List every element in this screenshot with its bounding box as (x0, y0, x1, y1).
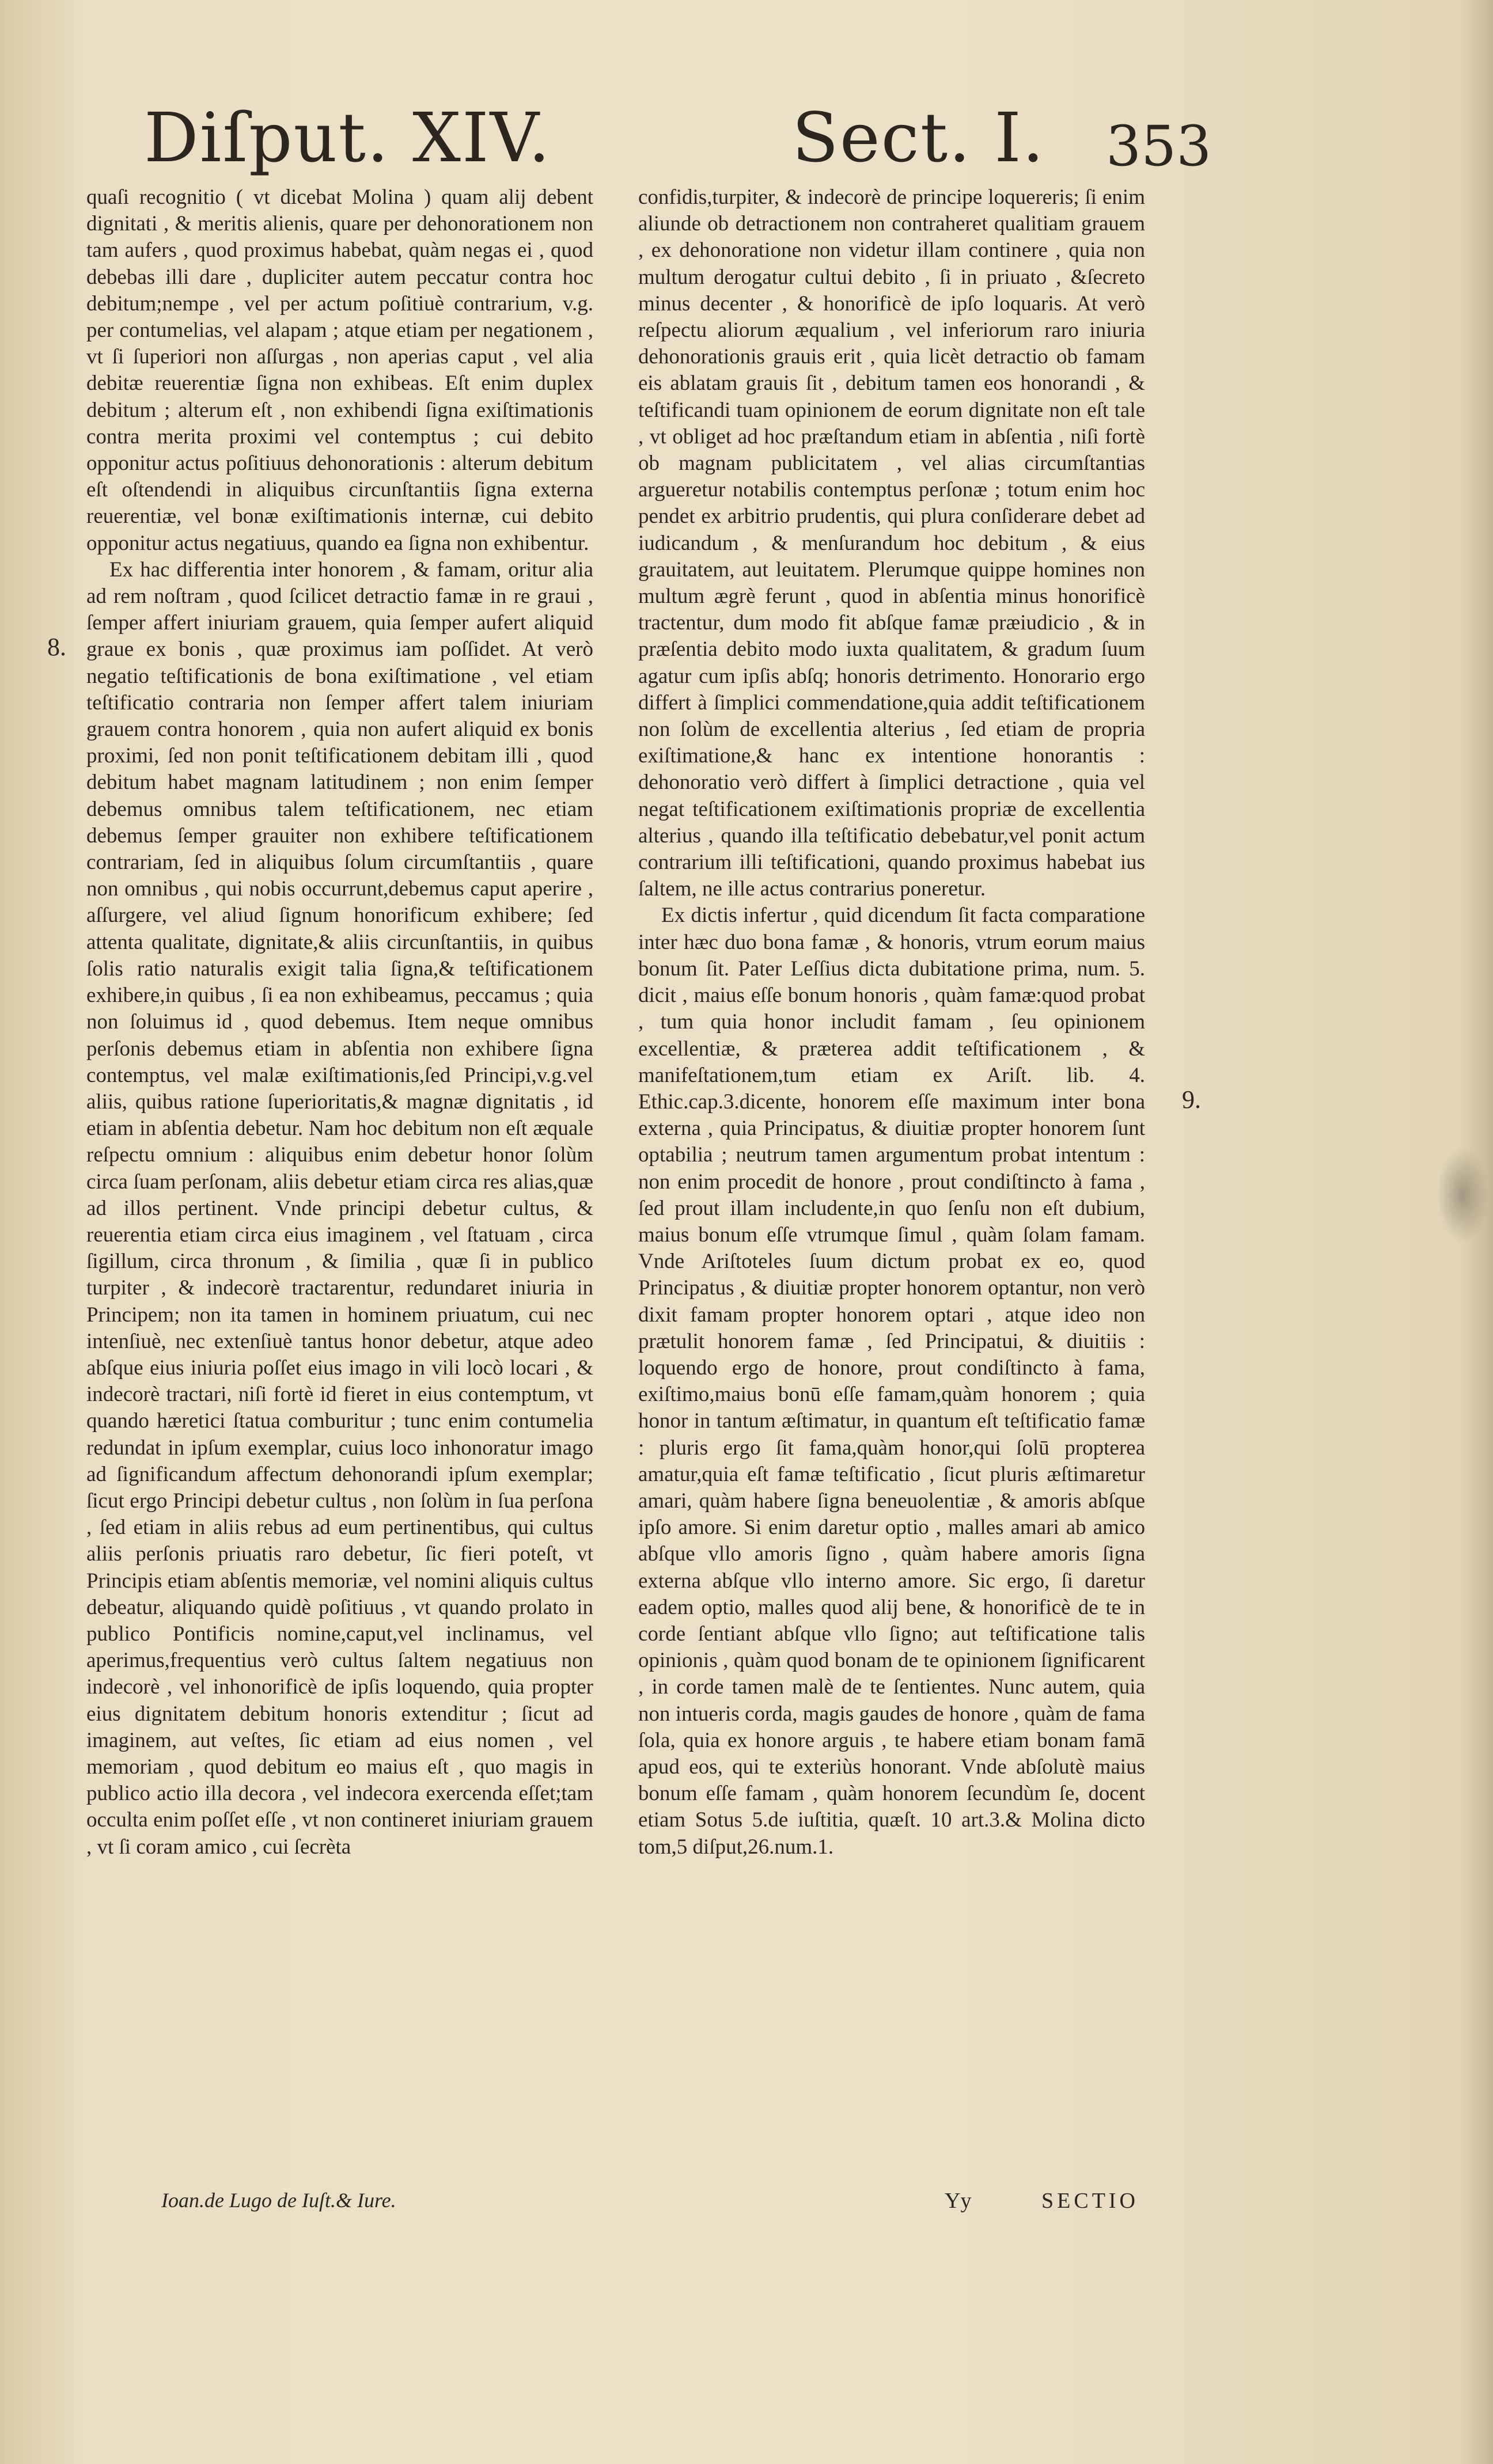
left-column (86, 184, 593, 1861)
author-signature: Ioan.de Lugo de Iuſt.& Iure. (161, 2189, 396, 2212)
right-paragraph-2: Ex dictis infertur , quid dicendum ſit facta comparatione inter hæc duo bona famæ , & honoris, vtrum eorum maius bonum ſit. Pater Leſſius dicta dubitatione prima, num. 5. dicit , maius eſſe bonum honoris , quàm famæ:quod probat , tum quia honor includit famam , ſeu opinionem excellentiæ, & præterea addit teſtificationem , & manifeſtationem,tum etiam ex Ariſt. lib. 4. Ethic.cap.3.dicente, honorem eſſe maximum inter bona externa , quia Principatus, & diuitiæ propter honorem ſunt optabilia ; neutrum tamen argumentum probat intentum : non enim procedit de honore , prout condiſtincto à fama , ſed prout illam includente,in quo ſenſu non eſt dubium, maius bonum eſſe vtrumque ſimul , quàm ſolam famam. Vnde Ariſtoteles ſuum dictum probat ex eo, quod Principatus , & diuitiæ propter honorem optantur, non verò dixit famam propter honorem optari , atque ideo non prætulit honorem famæ , ſed Principatui, & diuitiis : loquendo ergo de honore, prout condiſtincto à fama, exiſtimo,maius bonū eſſe famam,quàm honorem ; quia honor in tantum æſtimatur, in quantum eſt teſtificatio famæ : pluris ergo ſit fama,quàm honor,qui ſolū propterea amatur,quia eſt famæ teſtificatio , ſicut pluris æſtimaretur amari, quàm habere ſigna beneuolentiæ , & amoris abſque ipſo amore. Si enim daretur optio , malles amari ab amico abſque vllo amoris ſigno , quàm habere amoris ſigna externa abſque vllo interno amore. Sic ergo, ſi daretur eadem optio, malles quod alij bene, & honorificè de te in corde ſentiant abſque vllo ſigno; aut teſtificatione talis opinionis , quàm quod bonam de te opinionem ſignificarent , in corde tamen malè de te ſentientes. Nunc autem, quia non intueris corda, magis gaudes de honore , quàm de fama ſola, quia ex honore arguis , te habere etiam bonam famā apud eos, qui te exteriùs honorant. Vnde abſolutè maius bonum eſſe famam , quàm honorem ſecundùm ſe, docent etiam Sotus 5.de iuſtitia, quæſt. 10 art.3.& Molina dicto tom,5 diſput,26.num.1. (638, 903, 1145, 1859)
header-disputation: Diſput. XIV. (144, 98, 551, 177)
right-paragraph-1: confidis,turpiter, & indecorè de principe loquereris; ſi enim aliunde ob detractionem non contraheret qualitiam grauem , ex dehonoratione non videtur illam continere , quia non multum derogatur cultui debito , ſi in priuato , &ſecreto minus decenter , & honorificè de ipſo loquaris. At verò reſpectu aliorum æqualium , vel inferiorum raro iniuria dehonorationis grauis erit , quia licèt detractio ob famam eis ablatam grauis ſit , debitum tamen eos honorandi , & teſtificandi tuam opinionem de eorum dignitate non eſt tale , vt obliget ad hoc præſtandum etiam in abſentia , niſi fortè ob magnam publicitatem , vel alias circumſtantias argueretur notabilis contemptus perſonæ ; totum enim hoc pendet ex arbitrio prudentis, qui plura conſiderare debet ad iudicandum , & menſurandum hoc debitum , & eius grauitatem, aut leuitatem. Plerumque quippe homines non multum ægrè ferunt , quod in abſentia minus honorificè tractentur, dum modo fit abſque famæ præiudicio , & in præſentia debito modo iuxta qualitatem, & gradum ſuum agatur cum ipſis abſq; honoris detrimento. Honorario ergo differt à ſimplici commendatione,quia addit teſtificationem non ſolùm de excellentia alterius , ſed etiam de propria exiſtimatione,& hanc ex intentione honorantis : dehonoratio verò differt à ſimplici detractione , quia vel negat teſtificationem exiſtimationis propriæ de excellentia alterius , quando illa teſtificatio debebatur,vel ponit actum contrarium illi teſtificationi, quando proximus habebat ius ſaltem, ne ille actus contrarius poneretur. (638, 185, 1145, 901)
margin-number-left: 8. (47, 633, 66, 661)
left-paragraph-2: Ex hac differentia inter honorem , & famam, oritur alia ad rem noſtram , quod ſcilicet detractio famæ in re graui , ſemper affert iniuriam grauem, quia ſemper aufert aliquid graue ex bonis , quæ proximus iam poſſidet. At verò negatio teſtificationis de bona exiſtimatione , vel etiam teſtificatio contraria non ſemper affert talem iniuriam grauem contra honorem , quia non aufert aliquid ex bonis proximi, ſed non ponit teſtificationem debitam illi , quod debitum habet magnam latitudinem ; non enim ſemper debemus omnibus talem teſtificationem, nec etiam debemus ſemper grauiter non exhibere teſtificationem contrariam, ſed in aliquibus ſolum circumſtantiis , quare non omnibus , qui nobis occurrunt,debemus caput aperire , aſſurgere, vel aliud ſignum honorificum exhibere; ſed attenta qualitate, dignitate,& aliis circunſtantiis, in quibus ſolis ratio naturalis exigit talia ſigna,& teſtificationem exhibere,in quibus , ſi ea non exhibeamus, peccamus ; quia non ſoluimus id , quod debemus. Item neque omnibus perſonis debemus etiam in abſentia non exhibere ſigna contemptus, vel malæ exiſtimationis,ſed Principi,v.g.vel aliis, quibus ratione ſuperioritatis,& magnæ dignitatis , id etiam in abſentia debetur. Nam hoc debitum non eſt æquale reſpectu omnium : aliquibus enim debetur honor ſolùm circa ſuam perſonam, aliis debetur etiam circa res alias,quæ ad illos pertinent. Vnde principi debetur cultus, & reuerentia etiam circa eius imaginem , vel ſtatuam , circa ſigillum, circa thronum , & ſimilia , quæ ſi in publico turpiter , & indecorè tractarentur, redundaret iniuria in Principem; non ita tamen in hominem priuatum, cui nec intenſiuè, nec extenſiuè tantus honor debetur, atque adeo abſque eius iniuria poſſet eius imago in vili locò locari , & indecorè tractari, niſi fortè id fieret in eius contemptum, vt quando hæretici ſtatua comburitur ; tunc enim contumelia redundat in ipſum exemplar, cuius loco inhonoratur imago ad ſignificandum affectum dehonorandi ipſum exemplar; ſicut ergo Principi debetur cultus , non ſolùm in ſua perſona , ſed etiam in aliis rebus ad eum pertinentibus, qui cultus aliis perſonis priuatis raro debetur, ſic fieri poteſt, vt Principis etiam abſentis memoriæ, vel nomini aliquis cultus debeatur, aliquando quidè poſitiuus , vt quando prolato in publico Pontificis nomine,caput,vel inclinamus, vel aperimus,frequentius verò cultus ſaltem negatiuus non indecorè , vel inhonorificè de ipſis loquendo, quia propter eius dignitatem debitum honoris extenditur ; ſicut ad imaginem, aut veſtes, ſic etiam ad eius nomen , vel memoriam , quod debitum eo maius eſt , quo magis in publico actio illa decora , vel indecora exercenda eſſet;tam occulta enim poſſet eſſe , vt non contineret iniuriam grauem , vt ſi coram amico , cui ſecrèta (86, 557, 593, 1859)
left-paragraph-1: quaſi recognitio ( vt dicebat Molina ) quam alij debent dignitati , & meritis alienis, quare per dehonorationem non tam aufers , quod proximus habebat, quàm negas ei , quod debebas illi dare , dupliciter autem peccatur contra hoc debitum;nempe , vel per actum poſitiuè contrarium, v.g. per contumelias, vel alapam ; atque etiam per negationem , vt ſi ſuperiori non aſſurgas , non aperias caput , vel alia debitæ reuerentiæ ſigna non exhibeas. Eſt enim duplex debitum ; alterum eſt , non exhibendi ſigna exiſtimationis contra merita proximi vel contemptus ; cui debito opponitur actus poſitiuus dehonorationis : alterum debitum eſt oſtendendi in aliquibus circunſtantiis ſigna externa reuerentiæ, vel bonæ exiſtimationis internæ, cui debito opponitur actus negatiuus, quando ea ſigna non exhibentur. (86, 185, 593, 555)
running-header (0, 98, 1493, 190)
margin-number-right: 9. (1182, 1085, 1201, 1114)
signature-mark: Yy (945, 2189, 972, 2213)
header-section: Sect. I. (792, 98, 1045, 177)
right-column (638, 184, 1145, 1861)
binding-stain (1437, 1146, 1488, 1244)
page-number: 353 (1106, 114, 1212, 179)
catchword: SECTIO (1041, 2189, 1139, 2213)
